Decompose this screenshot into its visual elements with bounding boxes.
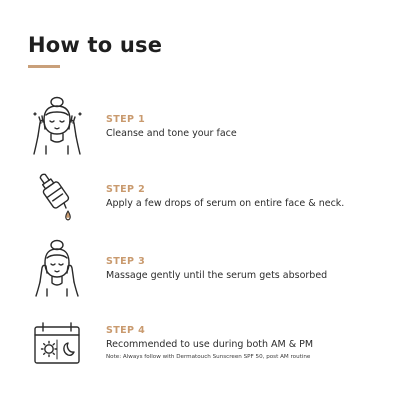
step-3-text: Massage gently until the serum gets absorbed xyxy=(106,270,328,281)
face-massage-icon xyxy=(26,238,88,298)
step-1-text: Cleanse and tone your face xyxy=(106,128,237,139)
step-4-label: STEP 4 xyxy=(106,325,146,336)
title-underline xyxy=(28,65,60,68)
step-2-label: STEP 2 xyxy=(106,184,146,195)
calendar-sun-moon-icon xyxy=(26,312,88,372)
step-4-note: Note: Always follow with Dermatouch Sunscreen SPF 50, post AM routine xyxy=(106,354,311,360)
face-cleansing-icon xyxy=(26,96,88,156)
step-3-label: STEP 3 xyxy=(106,256,146,267)
dropper-bottle-icon xyxy=(26,167,88,227)
page-title: How to use xyxy=(28,33,163,57)
step-2-text: Apply a few drops of serum on entire face & neck. xyxy=(106,198,345,209)
step-4-text: Recommended to use during both AM & PM xyxy=(106,339,314,350)
step-1-label: STEP 1 xyxy=(106,114,146,125)
